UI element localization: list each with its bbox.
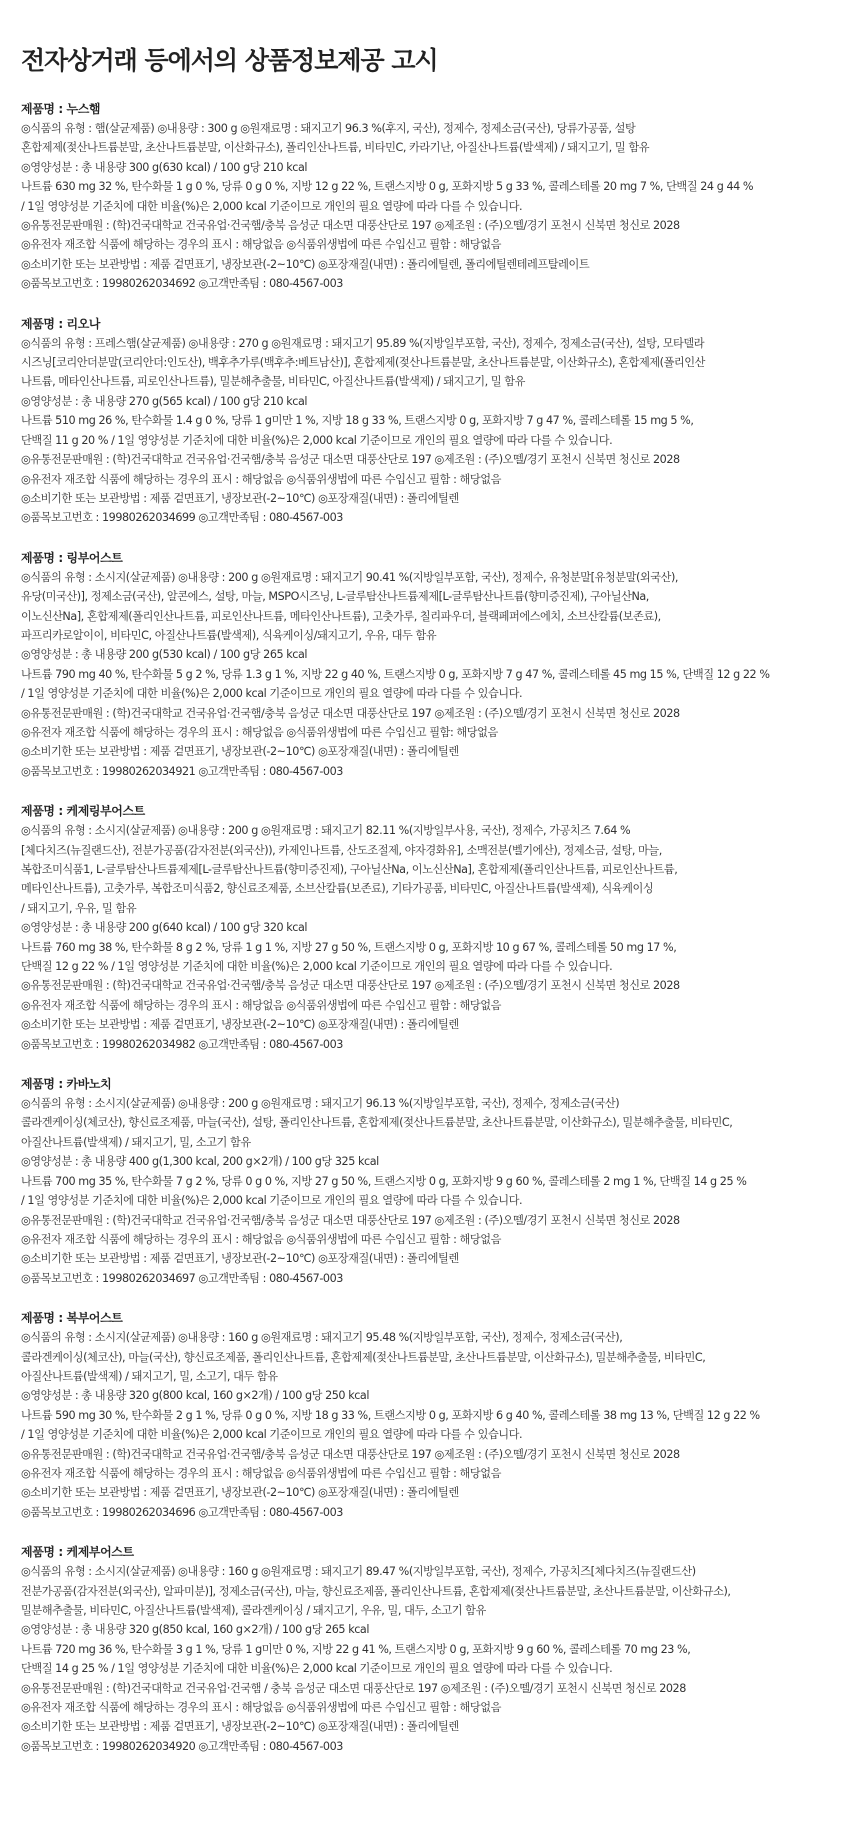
detail-line: / 1일 영양성분 기준치에 대한 비율(%)은 2,000 kcal 기준이므로 개인의 필요 열량에 따라 다를 수 있습니다. <box>21 199 523 213</box>
detail-line: 혼합제제(젖산나트륨분말, 초산나트륨분말, 이산화규소), 폴리인산나트륨, 비타민C, 카라기난, 아질산나트륨(발색제) / 돼지고기, 밀 함유 <box>21 141 650 155</box>
detail-line: 단백질 12 g 22 % / 1일 영양성분 기준치에 대한 비율(%)은 2,000 kcal 기준이므로 개인의 필요 열량에 따라 다를 수 있습니다. <box>21 960 613 974</box>
detail-line: ◎품목보고번호 : 19980262034692 ◎고객만족팀 : 080-4567-003 <box>21 277 343 291</box>
detail-line: 메타인산나트륨), 고춧가루, 복합조미식품2, 향신료조제품, 소브산칼륨(보존료), 기타가공품, 비타민C, 아질산나트륨(발색제), 식육케이싱 <box>21 882 654 896</box>
detail-line: / 1일 영양성분 기준치에 대한 비율(%)은 2,000 kcal 기준이므로 개인의 필요 열량에 따라 다를 수 있습니다. <box>21 1428 523 1442</box>
product-name: 제품명 : 링부어스트 <box>21 550 123 565</box>
detail-line: ◎소비기한 또는 보관방법 : 제품 겉면표기, 냉장보관(-2~10℃) ◎포장재질(내면) : 폴리에틸렌, 폴리에틸렌테레프탈레이트 <box>21 257 590 271</box>
page-title: 전자상거래 등에서의 상품정보제공 고시 <box>21 46 438 75</box>
detail-line: ◎품목보고번호 : 19980262034921 ◎고객만족팀 : 080-4567-003 <box>21 764 343 778</box>
detail-line: 나트륨 760 mg 38 %, 탄수화물 8 g 2 %, 당류 1 g 1 %, 지방 27 g 50 %, 트랜스지방 0 g, 포화지방 10 g 67 %, 콜레스테롤 50 mg 17 %, <box>21 940 677 954</box>
detail-line: 단백질 11 g 20 % / 1일 영양성분 기준치에 대한 비율(%)은 2,000 kcal 기준이므로 개인의 필요 열량에 따라 다를 수 있습니다. <box>21 433 613 447</box>
detail-line: ◎식품의 유형 : 햄(살균제품) ◎내용량 : 300 g ◎원재료명 : 돼지고기 96.3 %(후지, 국산), 정제수, 정제소금(국산), 당류가공품, 설탕 <box>21 122 636 135</box>
detail-line: ◎소비기한 또는 보관방법 : 제품 겉면표기, 냉장보관(-2~10℃) ◎포장재질(내면) : 폴리에틸렌 <box>21 1486 459 1500</box>
detail-line: 전분가공품(감자전분(외국산), 알파미분)], 정제소금(국산), 마늘, 향신료조제품, 폴리인산나트륨, 혼합제제(젖산나트륨분말, 초산나트륨분말, 이산화규소), <box>21 1584 731 1598</box>
detail-line: ◎소비기한 또는 보관방법 : 제품 겉면표기, 냉장보관(-2~10℃) ◎포장재질(내면) : 폴리에틸렌 <box>21 1018 459 1032</box>
detail-line: 나트륨 630 mg 32 %, 탄수화물 1 g 0 %, 당류 0 g 0 %, 지방 12 g 22 %, 트랜스지방 0 g, 포화지방 5 g 33 %, 콜레스테롤 20 mg 7 %, 단백질 24 g 44 % <box>21 180 754 194</box>
detail-line: 파프리카로알이이, 비타민C, 아질산나트륨(발색제), 식육케이싱/돼지고기, 우유, 대두 함유 <box>21 628 437 642</box>
detail-line: 나트륨 700 mg 35 %, 탄수화물 7 g 2 %, 당류 0 g 0 %, 지방 27 g 50 %, 트랜스지방 0 g, 포화지방 9 g 60 %, 콜레스테롤 2 mg 1 %, 단백질 14 g 25 % <box>21 1174 747 1188</box>
product-details <box>21 119 830 294</box>
product-name: 제품명 : 리오나 <box>21 316 101 331</box>
detail-line: ◎유통전문판매원 : (학)건국대학교 건국유업·건국햄/충북 음성군 대소면 대풍산단로 197 ◎제조원 : (주)오뗄/경기 포천시 신북면 청신로 2028 <box>21 706 680 720</box>
detail-line: 콜라겐케이싱(체코산), 향신료조제품, 마늘(국산), 설탕, 폴리인산나트륨, 혼합제제(젖산나트륨분말, 초산나트륨분말, 이산화규소), 밀분해추출물, 비타민C, <box>21 1116 733 1130</box>
detail-line: ◎소비기한 또는 보관방법 : 제품 겉면표기, 냉장보관(-2~10℃) ◎포장재질(내면) : 폴리에틸렌 <box>21 1720 459 1734</box>
product-name: 제품명 : 복부어스트 <box>21 1311 123 1326</box>
detail-line: / 1일 영양성분 기준치에 대한 비율(%)은 2,000 kcal 기준이므로 개인의 필요 열량에 따라 다를 수 있습니다. <box>21 1194 523 1208</box>
detail-line: ◎식품의 유형 : 프레스햄(살균제품) ◎내용량 : 270 g ◎원재료명 : 돼지고기 95.89 %(지방일부포함, 국산), 정제수, 정제소금(국산), 설탕, 모타델라 <box>21 336 705 350</box>
detail-line: ◎품목보고번호 : 19980262034696 ◎고객만족팀 : 080-4567-003 <box>21 1505 343 1519</box>
detail-line: ◎영양성분 : 총 내용량 200 g(530 kcal) / 100 g당 265 kcal <box>21 648 308 662</box>
detail-line: 나트륨 790 mg 40 %, 탄수화물 5 g 2 %, 당류 1.3 g 1 %, 지방 22 g 40 %, 트랜스지방 0 g, 포화지방 7 g 47 %, 콜레스테롤 45 mg 15 %, 단백질 12 g 22 % <box>21 667 770 681</box>
product-name: 제품명 : 누스햄 <box>21 102 101 116</box>
detail-line: 이노신산Na], 혼합제제(폴리인산나트륨, 피로인산나트륨, 메타인산나트륨), 고춧가루, 칠리파우더, 블랙페퍼에스에치, 소브산칼륨(보존료), <box>21 609 661 623</box>
detail-line: ◎유전자 재조합 식품에 해당하는 경우의 표시 : 해당없음 ◎식품위생법에 따른 수입신고 필함 : 해당없음 <box>21 238 501 252</box>
product-section <box>21 1309 830 1522</box>
detail-line: ◎유전자 재조합 식품에 해당하는 경우의 표시 : 해당없음 ◎식품위생법에 따른 수입신고 필함 : 해당없음 <box>21 1701 501 1715</box>
detail-line: ◎식품의 유형 : 소시지(살균제품) ◎내용량 : 200 g ◎원재료명 : 돼지고기 90.41 %(지방일부포함, 국산), 정제수, 유청분말[유청분말(외국산), <box>21 570 678 584</box>
detail-line: ◎유전자 재조합 식품에 해당하는 경우의 표시 : 해당없음 ◎식품위생법에 따른 수입신고 필함: 해당없음 <box>21 725 498 739</box>
detail-line: ◎영양성분 : 총 내용량 300 g(630 kcal) / 100 g당 210 kcal <box>21 160 308 174</box>
detail-line: / 1일 영양성분 기준치에 대한 비율(%)은 2,000 kcal 기준이므로 개인의 필요 열량에 따라 다를 수 있습니다. <box>21 687 523 701</box>
product-section <box>21 315 830 528</box>
product-details <box>21 1094 830 1288</box>
detail-line: ◎품목보고번호 : 19980262034699 ◎고객만족팀 : 080-4567-003 <box>21 511 343 525</box>
detail-line: ◎영양성분 : 총 내용량 270 g(565 kcal) / 100 g당 210 kcal <box>21 394 308 408</box>
detail-line: ◎식품의 유형 : 소시지(살균제품) ◎내용량 : 160 g ◎원재료명 : 돼지고기 95.48 %(지방일부포함, 국산), 정제수, 정제소금(국산), <box>21 1331 623 1345</box>
detail-line: ◎유전자 재조합 식품에 해당하는 경우의 표시 : 해당없음 ◎식품위생법에 따른 수입신고 필함 : 해당없음 <box>21 1466 501 1480</box>
product-details <box>21 568 830 781</box>
detail-line: ◎소비기한 또는 보관방법 : 제품 겉면표기, 냉장보관(-2~10℃) ◎포장재질(내면) : 폴리에틸렌 <box>21 491 459 505</box>
product-section <box>21 549 830 781</box>
product-name: 제품명 : 케제부어스트 <box>21 1545 134 1560</box>
detail-line: ◎유통전문판매원 : (학)건국대학교 건국유업·건국햄 / 충북 음성군 대소면 대풍산단로 197 ◎제조원 : (주)오뗄/경기 포천시 신북면 청신로 2028 <box>21 1681 686 1695</box>
detail-line: ◎유통전문판매원 : (학)건국대학교 건국유업·건국햄/충북 음성군 대소면 대풍산단로 197 ◎제조원 : (주)오뗄/경기 포천시 신북면 청신로 2028 <box>21 453 680 467</box>
detail-line: ◎품목보고번호 : 19980262034920 ◎고객만족팀 : 080-4567-003 <box>21 1739 343 1753</box>
product-details <box>21 821 830 1054</box>
detail-line: ◎유통전문판매원 : (학)건국대학교 건국유업·건국햄/충북 음성군 대소면 대풍산단로 197 ◎제조원 : (주)오뗄/경기 포천시 신북면 청신로 2028 <box>21 219 680 233</box>
product-list <box>21 100 830 1756</box>
detail-line: 나트륨, 메타인산나트륨, 피로인산나트륨), 밀분해추출물, 비타민C, 아질산나트륨(발색제) / 돼지고기, 밀 함유 <box>21 375 526 389</box>
detail-line: ◎소비기한 또는 보관방법 : 제품 겉면표기, 냉장보관(-2~10℃) ◎포장재질(내면) : 폴리에틸렌 <box>21 745 459 759</box>
detail-line: 나트륨 590 mg 30 %, 탄수화물 2 g 1 %, 당류 0 g 0 %, 지방 18 g 33 %, 트랜스지방 0 g, 포화지방 6 g 40 %, 콜레스테롤 38 mg 13 %, 단백질 12 g 22 % <box>21 1408 760 1422</box>
detail-line: ◎소비기한 또는 보관방법 : 제품 겉면표기, 냉장보관(-2~10℃) ◎포장재질(내면) : 폴리에틸렌 <box>21 1252 459 1266</box>
product-name: 제품명 : 카바노치 <box>21 1077 112 1092</box>
detail-line: 아질산나트륨(발색제) / 돼지고기, 밀, 소고기 함유 <box>21 1135 251 1149</box>
detail-line: ◎영양성분 : 총 내용량 320 g(800 kcal, 160 g×2개) / 100 g당 250 kcal <box>21 1389 369 1403</box>
detail-line: ◎식품의 유형 : 소시지(살균제품) ◎내용량 : 200 g ◎원재료명 : 돼지고기 82.11 %(지방일부사용, 국산), 정제수, 가공치즈 7.64 % <box>21 824 631 838</box>
product-details <box>21 334 830 528</box>
detail-line: ◎품목보고번호 : 19980262034982 ◎고객만족팀 : 080-4567-003 <box>21 1037 343 1051</box>
product-section <box>21 1075 830 1288</box>
detail-line: ◎유전자 재조합 식품에 해당하는 경우의 표시 : 해당없음 ◎식품위생법에 따른 수입신고 필함 : 해당없음 <box>21 1232 501 1246</box>
detail-line: ◎영양성분 : 총 내용량 320 g(850 kcal, 160 g×2개) / 100 g당 265 kcal <box>21 1623 369 1637</box>
product-section <box>21 100 830 294</box>
detail-line: ◎식품의 유형 : 소시지(살균제품) ◎내용량 : 160 g ◎원재료명 : 돼지고기 89.47 %(지방일부포함, 국산), 정제수, 가공치즈[체다치즈(뉴질랜드산) <box>21 1565 696 1579</box>
detail-line: ◎영양성분 : 총 내용량 200 g(640 kcal) / 100 g당 320 kcal <box>21 921 308 935</box>
detail-line: 나트륨 720 mg 36 %, 탄수화물 3 g 1 %, 당류 1 g미만 0 %, 지방 22 g 41 %, 트랜스지방 0 g, 포화지방 9 g 60 %, 콜레스테롤 70 mg 23 %, <box>21 1642 691 1656</box>
detail-line: 유당(미국산)], 정제소금(국산), 알콘에스, 설탕, 마늘, MSPO시즈닝, L-글루탐산나트륨제제[L-글루탐산나트륨(향미증진제), 구아닐산Na, <box>21 590 649 604</box>
detail-line: ◎식품의 유형 : 소시지(살균제품) ◎내용량 : 200 g ◎원재료명 : 돼지고기 96.13 %(지방일부포함, 국산), 정제수, 정제소금(국산) <box>21 1097 620 1111</box>
product-name: 제품명 : 케제링부어스트 <box>21 804 145 819</box>
product-section <box>21 1543 830 1756</box>
detail-line: 아질산나트륨(발색제) / 돼지고기, 밀, 소고기, 대두 함유 <box>21 1369 278 1383</box>
detail-line: ◎유통전문판매원 : (학)건국대학교 건국유업·건국햄/충북 음성군 대소면 대풍산단로 197 ◎제조원 : (주)오뗄/경기 포천시 신북면 청신로 2028 <box>21 1447 680 1461</box>
product-section <box>21 802 830 1054</box>
detail-line: ◎영양성분 : 총 내용량 400 g(1,300 kcal, 200 g×2개) / 100 g당 325 kcal <box>21 1155 379 1169</box>
product-details <box>21 1562 830 1756</box>
detail-line: 복합조미식품1, L-글루탐산나트륨제제[L-글루탐산나트륨(향미증진제), 구아닐산Na, 이노신산Na], 혼합제제(폴리인산나트륨, 피로인산나트륨, <box>21 863 678 876</box>
detail-line: 콜라겐케이싱(체코산), 마늘(국산), 향신료조제품, 폴리인산나트륨, 혼합제제(젖산나트륨분말, 초산나트륨분말, 이산화규소), 밀분해추출물, 비타민C, <box>21 1350 706 1364</box>
detail-line: 단백질 14 g 25 % / 1일 영양성분 기준치에 대한 비율(%)은 2,000 kcal 기준이므로 개인의 필요 열량에 따라 다를 수 있습니다. <box>21 1662 613 1676</box>
detail-line: ◎유통전문판매원 : (학)건국대학교 건국유업·건국햄/충북 음성군 대소면 대풍산단로 197 ◎제조원 : (주)오뗄/경기 포천시 신북면 청신로 2028 <box>21 1213 680 1227</box>
product-details <box>21 1328 830 1522</box>
detail-line: ◎유전자 재조합 식품에 해당하는 경우의 표시 : 해당없음 ◎식품위생법에 따른 수입신고 필함 : 해당없음 <box>21 472 501 486</box>
detail-line: 밀분해추출물, 비타민C, 아질산나트륨(발색제), 콜라겐케이싱 / 돼지고기, 우유, 밀, 대두, 소고기 함유 <box>21 1604 486 1617</box>
detail-line: ◎유통전문판매원 : (학)건국대학교 건국유업·건국햄/충북 음성군 대소면 대풍산단로 197 ◎제조원 : (주)오뗄/경기 포천시 신북면 청신로 2028 <box>21 979 680 993</box>
detail-line: / 돼지고기, 우유, 밀 함유 <box>21 901 137 915</box>
detail-line: ◎유전자 재조합 식품에 해당하는 경우의 표시 : 해당없음 ◎식품위생법에 따른 수입신고 필함 : 해당없음 <box>21 998 501 1012</box>
detail-line: 나트륨 510 mg 26 %, 탄수화물 1.4 g 0 %, 당류 1 g미만 1 %, 지방 18 g 33 %, 트랜스지방 0 g, 포화지방 7 g 47 %, 콜레스테롤 15 mg 5 %, <box>21 414 694 428</box>
detail-line: ◎품목보고번호 : 19980262034697 ◎고객만족팀 : 080-4567-003 <box>21 1271 343 1285</box>
detail-line: [체다치즈(뉴질랜드산), 전분가공품(감자전분(외국산)), 카제인나트륨, 산도조절제, 야자경화유], 소맥전분(벨기에산), 정제소금, 설탕, 마늘, <box>21 843 662 857</box>
detail-line: 시즈닝[코리안더분말(코리안더:인도산), 백후추가루(백후추:베트남산)], 혼합제제(젖산나트륨분말, 초산나트륨분말, 이산화규소), 혼합제제(폴리인산 <box>21 356 706 370</box>
